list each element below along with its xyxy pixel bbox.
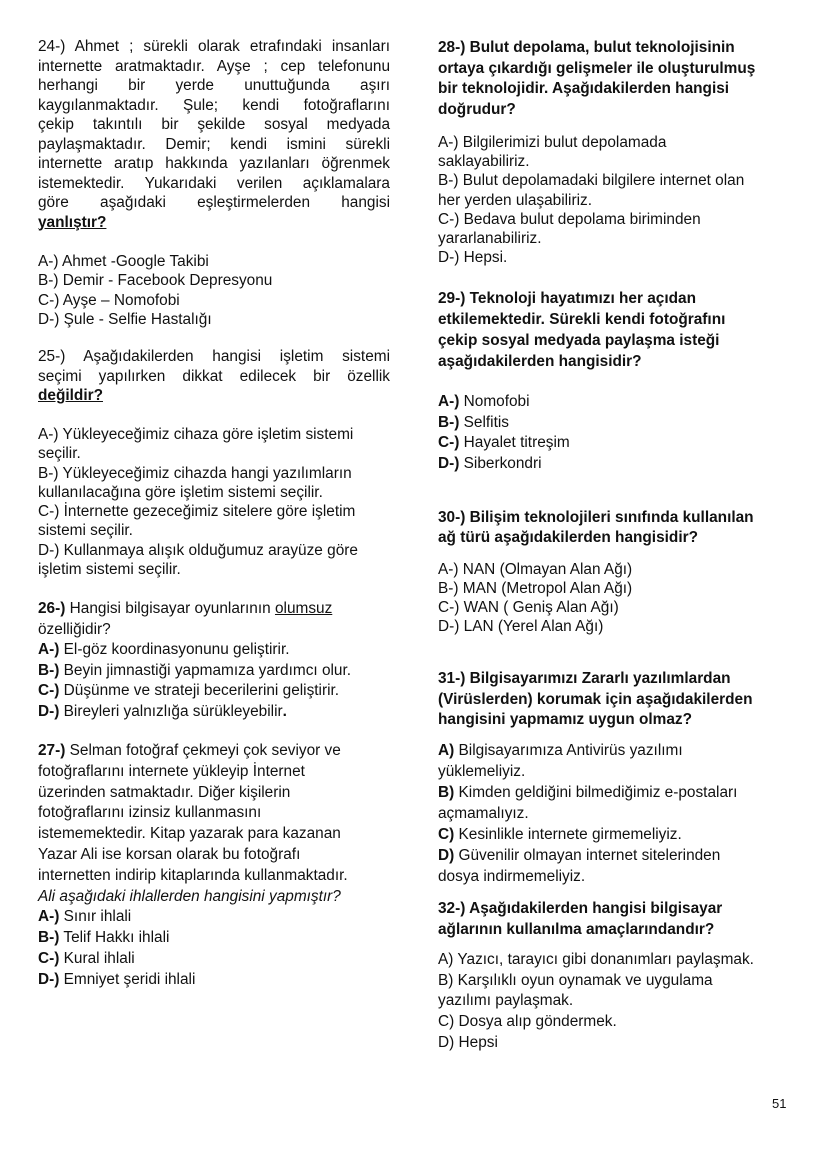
text-segment: Selfitis [459,413,509,431]
text-line [38,386,390,406]
text-line: 31-) Bilgisayarımızı Zararlı yazılımlardan [438,670,731,687]
question-30-options [438,560,790,636]
text-segment: Nomofobi [459,393,530,410]
text-line [438,845,790,866]
text-line: ağ türü aşağıdakilerden hangisidir? [438,529,698,546]
text-line [438,433,790,454]
text-line: C-) Ayşe – Nomofobi [38,291,180,309]
text-line: göre aşağıdaki eşleştirmelerden hangisi [38,194,390,211]
text-line: 29-) Teknoloji hayatımızı her açıdan [438,290,697,307]
text-line: etkilemektedir. Sürekli kendi fotoğrafını [438,311,726,328]
text-line [38,213,390,233]
text-line: 25-) Aşağıdakilerden hangisi işletim sistemi [38,348,390,365]
text-line: D) Hepsi [438,1033,498,1051]
question-32-stem [438,898,790,940]
text-line: yazılımı paylaşmak. [438,992,574,1010]
text-line [38,907,390,928]
text-segment: D-) [438,455,460,473]
text-line: 24-) Ahmet ; sürekli olarak etrafındaki insanları [38,38,390,55]
text-line: dosya indirmemeliyiz. [438,868,586,885]
text-segment: Beyin jimnastiği yapmamıza yardımcı olur. [59,661,352,679]
page-number: 51 [772,1096,787,1111]
text-segment: C-) [38,682,60,699]
text-line: B-) Bulut depolamadaki bilgilere internet olan [438,172,745,190]
text-line: internette aratmaktadır. Ayşe ; cep telefonunu [38,57,390,75]
text-line: B-) MAN (Metropol Alan Ağı) [438,580,633,597]
text-segment: A-) [38,641,60,658]
text-segment: Hayalet titreşim [459,434,570,452]
text-line: çekip takıntılı bir şekilde sosyal medyada [38,116,390,133]
question-24-options [38,252,390,329]
text-line: Yazar Ali ise korsan olarak bu fotoğrafı [38,845,301,863]
text-line [438,782,790,803]
text-line: internetten indirip kitaplarında kullanmaktadır. [38,866,348,884]
text-line [38,887,390,908]
text-segment: A-) [38,908,60,926]
text-segment: A) [438,742,455,759]
text-segment: B-) [38,661,60,679]
text-segment: C-) [438,434,460,452]
question-27 [38,741,390,991]
text-segment: Bireyleri yalnızlığa sürükleyebilir [59,702,283,720]
text-line: saklayabiliriz. [438,153,530,171]
text-line: B-) Yükleyeceğimiz cihazda hangi yazılımların [38,464,352,482]
text-line [438,454,790,475]
text-segment: Selman fotoğraf çekmeyi çok seviyor ve [65,742,341,759]
text-line: internette aratıp hakkında yazılanları öğrenmek [38,155,390,172]
text-line: (Virüslerden) korumak için aşağıdakilerden [438,690,753,708]
text-line: fotoğraflarını izinsiz kullanmasını [38,804,262,822]
text-line: istemektedir. Yukarıdaki verilen açıklamalara [38,174,390,192]
text-segment: Kural ihlali [59,949,135,967]
text-segment: B) [438,784,455,801]
question-31-options [438,740,790,887]
text-segment: Güvenilir olmayan internet sitelerinden [454,847,721,864]
text-segment: olumsuz [274,600,333,617]
text-line: bir teknolojidir. Aşağıdakilerden hangisi [438,80,730,98]
text-segment: Kesinlikle internete girmemeliyiz. [454,826,682,843]
text-line: B-) Demir - Facebook Depresyonu [38,272,273,290]
text-segment: 27-) [38,742,66,759]
text-line: çekip sosyal medyada paylaşma isteği [438,332,720,349]
text-line: yararlanabiliriz. [438,230,542,248]
text-line: D-) Şule - Selfie Hastalığı [38,310,212,328]
text-line: yüklemeliyiz. [438,763,526,780]
question-32-options [438,950,790,1054]
text-line: B) Karşılıklı oyun oynamak ve uygulama [438,971,713,989]
text-segment: C-) [38,949,60,967]
text-line: D-) LAN (Yerel Alan Ağı) [438,618,604,635]
text-segment: Emniyet şeridi ihlali [59,970,196,988]
text-line [38,661,390,682]
text-line: A) Yazıcı, tarayıcı gibi donanımları paylaşmak. [438,951,754,968]
text-line [38,928,390,949]
text-line [38,949,390,970]
text-segment: Düşünme ve strateji becerilerini geliştirir. [59,682,340,699]
text-segment: D) [438,847,455,864]
text-line: ağlarının kullanılma amaçlarındandır? [438,921,715,938]
text-segment: değildir? [38,387,103,404]
text-line: açmamalıyız. [438,805,529,822]
text-line: hangisini yapmamız uygun olmaz? [438,711,692,728]
text-segment: A-) [438,393,460,410]
text-segment: C) [438,826,455,843]
text-segment: B-) [438,413,460,431]
text-segment: B-) [38,929,60,947]
question-30-stem [438,508,790,548]
text-line: A-) Bilgilerimizi bulut depolamada [438,134,667,151]
text-line: fotoğraflarını internete yükleyip İnternet [38,762,305,780]
text-line: paylaşmaktadır. Demir; kendi ismini sürekli [38,135,390,153]
question-29-stem [438,288,790,372]
text-line [438,740,790,761]
text-line: kaygılanmaktadır. Şule; kendi fotoğraflarını [38,96,390,114]
question-28-options [438,133,790,267]
text-segment: Kimden geldiğini bilmediğimiz e-postaları [454,784,738,801]
text-line: özelliğidir? [38,620,111,638]
text-line: sistemi seçilir. [38,522,133,540]
text-line [438,413,790,434]
text-line: herhangi bir yerde unuttuğunda aşırı [38,77,390,94]
text-line: kullanılacağına göre işletim sistemi seçilir. [38,483,323,501]
text-segment: El-göz koordinasyonunu geliştirir. [59,641,290,658]
question-26 [38,599,390,722]
text-line: D-) Kullanmaya alışık olduğumuz arayüze göre [38,541,358,559]
text-line [38,970,390,991]
text-segment: 26-) [38,600,66,617]
text-line [38,640,390,661]
text-line: C-) İnternette gezeceğimiz sitelere göre işletim [38,503,356,521]
text-segment: Ali aşağıdaki ihlallerden hangisini yapmıştır? [38,887,341,905]
text-line [438,392,790,413]
text-segment: Bilgisayarımıza Antivirüs yazılımı [454,742,683,759]
question-28-stem [438,38,790,121]
text-line: her yerden ulaşabiliriz. [438,191,592,209]
text-line [438,824,790,845]
text-line: 30-) Bilişim teknolojileri sınıfında kullanılan [438,509,754,526]
text-line: A-) Yükleyeceğimiz cihaza göre işletim sistemi [38,426,354,443]
text-segment: D-) [38,970,60,988]
text-line: aşağıdakilerden hangisidir? [438,353,642,370]
text-line: ortaya çıkardığı gelişmeler ile oluşturulmuş [438,59,756,77]
text-line: C-) WAN ( Geniş Alan Ağı) [438,599,619,616]
text-segment: Siberkondri [459,455,542,473]
text-line: 32-) Aşağıdakilerden hangisi bilgisayar [438,900,723,917]
text-line: 28-) Bulut depolama, bulut teknolojisinin [438,39,735,56]
text-line: üzerinden satmaktadır. Diğer kişilerin [38,783,291,801]
text-line [38,702,390,723]
text-segment: D-) [38,702,60,720]
text-line: istememektedir. Kitap yazarak para kazanan [38,825,341,843]
question-25-options [38,425,390,579]
text-segment: Sınır ihlali [59,908,132,926]
text-line: işletim sistemi seçilir. [38,561,181,579]
text-line: seçimi yapılırken dikkat edilecek bir özellik [38,367,390,385]
question-25-stem [38,347,390,406]
text-line: doğrudur? [438,101,516,119]
text-line [38,599,390,620]
text-segment: Hangisi bilgisayar oyunlarının [65,600,275,617]
text-line: A-) Ahmet -Google Takibi [38,253,209,270]
text-line [38,681,390,702]
text-line [38,741,390,762]
question-29-options [438,392,790,475]
text-line: seçilir. [38,445,81,463]
text-line: A-) NAN (Olmayan Alan Ağı) [438,561,633,578]
text-line: C) Dosya alıp göndermek. [438,1013,617,1031]
question-24-stem [38,37,390,232]
text-segment: yanlıştır? [38,213,107,231]
question-31-stem [438,669,790,731]
text-line: D-) Hepsi. [438,249,508,267]
text-segment: Telif Hakkı ihlali [59,929,170,947]
text-line: C-) Bedava bulut depolama biriminden [438,210,701,228]
text-segment: . [282,702,287,720]
